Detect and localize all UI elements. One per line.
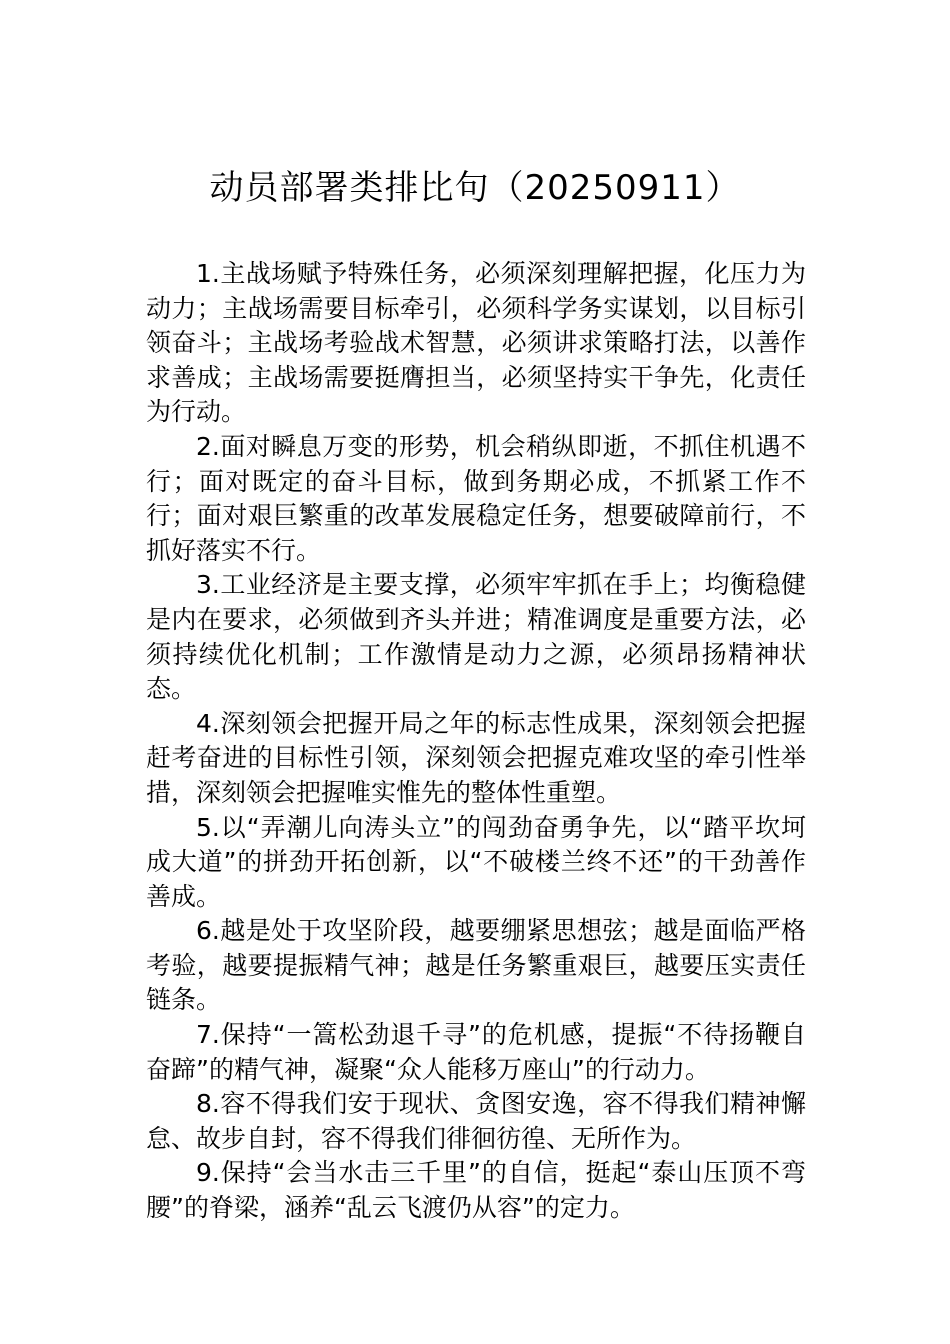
- document-body: [146, 257, 806, 1226]
- paragraph-7: 7.保持“一篙松劲退千寻”的危机感，提振“不待扬鞭自奋蹄”的精气神，凝聚“众人能移万座山”的行动力。: [146, 1020, 806, 1084]
- paragraph-4: 4.深刻领会把握开局之年的标志性成果，深刻领会把握赶考奋进的目标性引领，深刻领会把握克难攻坚的牵引性举措，深刻领会把握唯实惟先的整体性重塑。: [146, 708, 806, 807]
- paragraph-3: 3.工业经济是主要支撑，必须牢牢抓在手上；均衡稳健是内在要求，必须做到齐头并进；精准调度是重要方法，必须持续优化机制；工作激情是动力之源，必须昂扬精神状态。: [146, 570, 806, 704]
- paragraph-9: 9.保持“会当水击三千里”的自信，挺起“泰山压顶不弯腰”的脊梁，涵养“乱云飞渡仍从容”的定力。: [146, 1158, 806, 1223]
- paragraph-6: 6.越是处于攻坚阶段，越要绷紧思想弦；越是面临严格考验，越要提振精气神；越是任务繁重艰巨，越要压实责任链条。: [146, 916, 806, 1015]
- paragraph-1: 1.主战场赋予特殊任务，必须深刻理解把握，化压力为动力；主战场需要目标牵引，必须科学务实谋划，以目标引领奋斗；主战场考验战术智慧，必须讲求策略打法，以善作求善成；主战场需要挺膺担当，必须坚持实干争先，化责任为行动。: [146, 259, 806, 427]
- document-title: 动员部署类排比句（20250911）: [209, 168, 741, 208]
- paragraph-5: 5.以“弄潮儿向涛头立”的闯劲奋勇争先，以“踏平坎坷成大道”的拼劲开拓创新，以“不破楼兰终不还”的干劲善作善成。: [146, 812, 806, 911]
- paragraph-2: 2.面对瞬息万变的形势，机会稍纵即逝，不抓住机遇不行；面对既定的奋斗目标，做到务期必成，不抓紧工作不行；面对艰巨繁重的改革发展稳定任务，想要破障前行，不抓好落实不行。: [146, 431, 806, 565]
- paragraph-8: 8.容不得我们安于现状、贪图安逸，容不得我们精神懈怠、故步自封，容不得我们徘徊彷徨、无所作为。: [146, 1089, 806, 1153]
